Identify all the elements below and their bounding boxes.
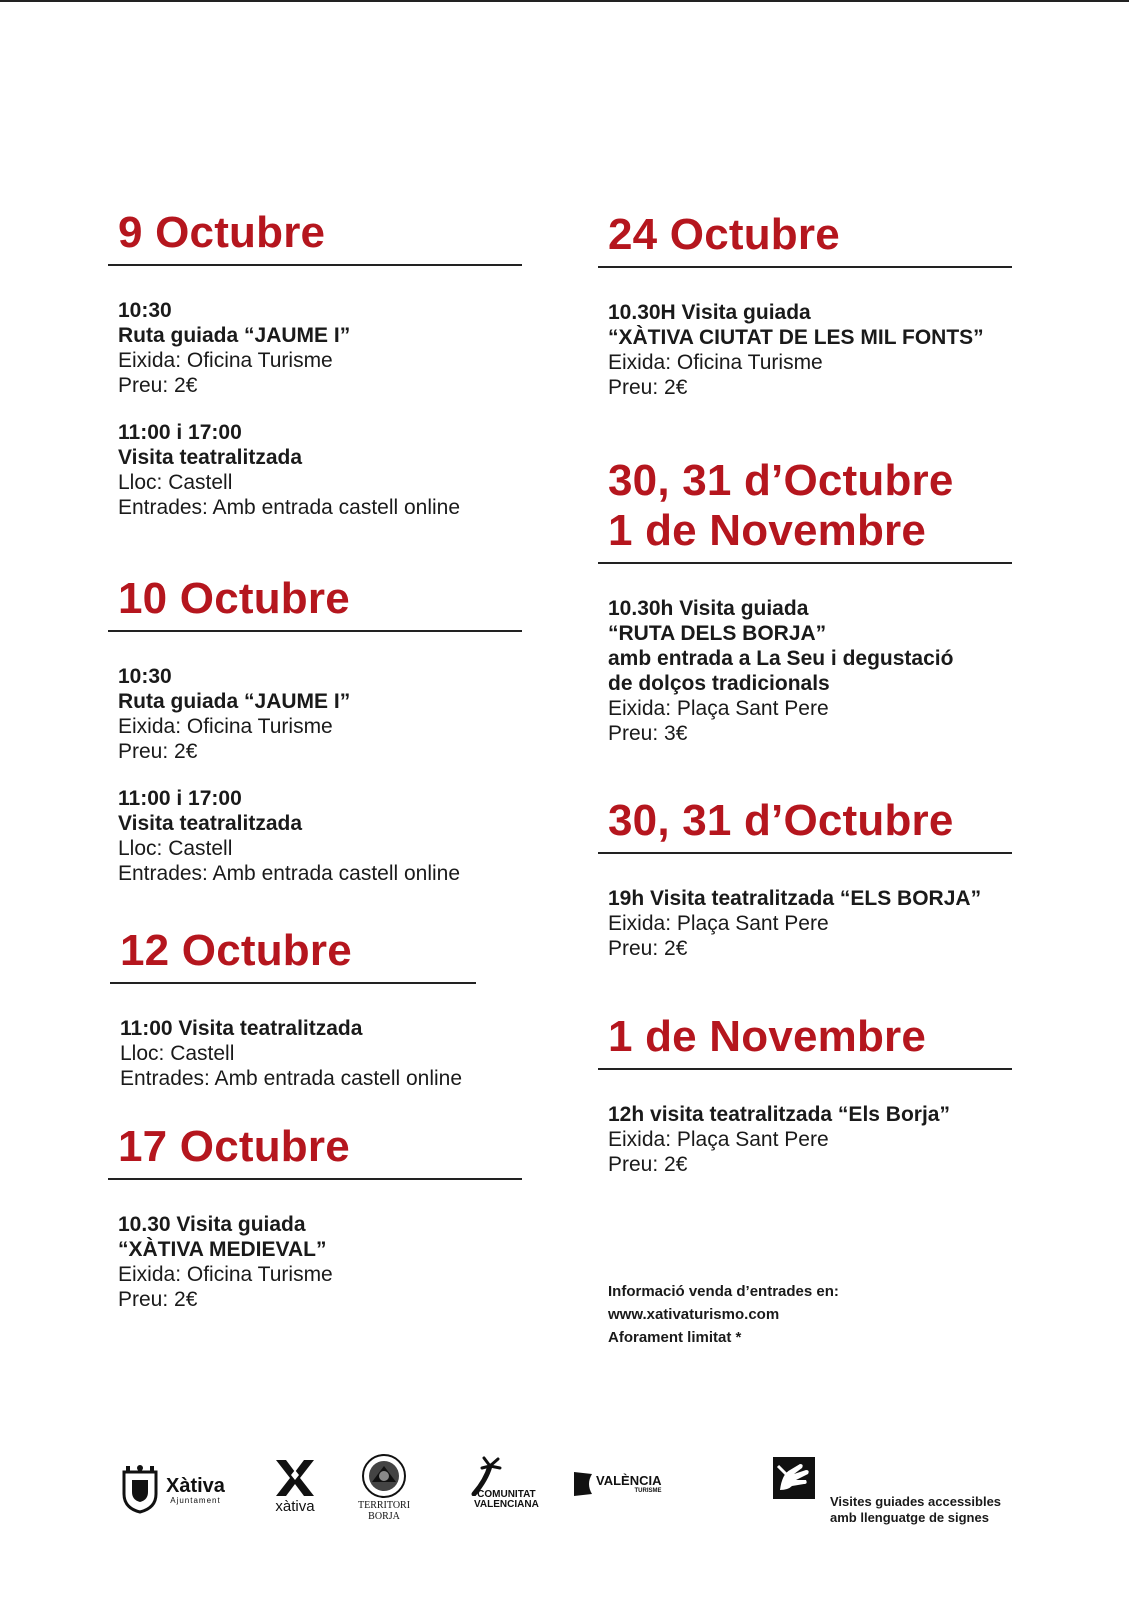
event-time: 11:00 i 17:00 [118,787,242,810]
date-heading: 30, 31 d’Octubre [608,456,954,505]
event-location: Eixida: Plaça Sant Pere [608,912,829,935]
divider [110,982,476,984]
event-location: Eixida: Oficina Turisme [118,349,333,372]
event-subtitle: “XÀTIVA MEDIEVAL” [118,1238,327,1261]
event-location: Lloc: Castell [118,837,233,860]
event-tickets: Entrades: Amb entrada castell online [118,496,461,519]
coat-of-arms-icon [118,1464,162,1516]
event-title: 10.30 Visita guiada [118,1213,306,1236]
event-price: Preu: 2€ [118,1288,198,1311]
logo-valencia-turisme [572,1470,661,1498]
date-heading: 12 Octubre [120,926,352,975]
event-title: Visita teatralitzada [118,812,303,835]
logo-xativa-ajuntament [118,1464,225,1516]
event-price: Preu: 2€ [608,937,688,960]
event-location: Eixida: Oficina Turisme [608,351,823,374]
section-30-31-octubre-1-novembre [598,456,1028,746]
divider [108,630,522,632]
logo-comunitat-valenciana [456,1456,539,1510]
event-price: Preu: 2€ [608,376,688,399]
seal-icon [360,1452,408,1500]
event-tickets: Entrades: Amb entrada castell online [118,862,461,885]
event-tickets: Entrades: Amb entrada castell online [120,1067,463,1090]
divider [598,562,1012,564]
event-title: 10.30h Visita guiada [608,597,809,620]
sponsor-logos [0,1460,1129,1540]
accessible-tours-text [830,1494,1001,1526]
event-item [118,664,528,764]
event-title: 10.30H Visita guiada [608,301,811,324]
event-item [118,298,528,398]
logo-territori-l1: TERRITORI [358,1500,411,1511]
section-9-octubre [108,208,528,520]
accessible-line: amb llenguatge de signes [830,1510,989,1525]
website-link[interactable]: www.xativaturismo.com [608,1306,780,1323]
event-item [118,1212,528,1312]
event-item [608,300,1028,400]
event-title: Visita teatralitzada [118,446,303,469]
sign-language-icon [772,1456,816,1500]
event-time: 10:30 [118,665,172,688]
event-title: Ruta guiada “JAUME I” [118,690,351,713]
event-detail: de dolços tradicionals [608,672,830,695]
section-30-31-octubre [598,796,1028,961]
event-time: 10:30 [118,299,172,322]
event-item [118,786,528,886]
event-title: Ruta guiada “JAUME I” [118,324,351,347]
date-heading: 30, 31 d’Octubre [608,796,954,845]
event-subtitle: “XÀTIVA CIUTAT DE LES MIL FONTS” [608,326,984,349]
logo-territori-l2: BORJA [368,1511,400,1522]
section-1-novembre [598,1012,1028,1177]
accessible-line: Visites guiades accessibles [830,1494,1002,1509]
info-line: Informació venda d’entrades en: [608,1283,839,1300]
event-detail: amb entrada a La Seu i degustació [608,647,954,670]
logo-valencia-l1: VALÈNCIA [596,1472,662,1488]
event-item [608,1102,1028,1177]
date-heading-second: 1 de Novembre [608,506,927,555]
divider [598,266,1012,268]
event-subtitle: “RUTA DELS BORJA” [608,622,827,645]
divider [108,1178,522,1180]
date-heading: 10 Octubre [118,574,350,623]
divider [598,1068,1012,1070]
logo-xativa-name: Xàtiva [166,1474,225,1497]
date-heading: 9 Octubre [118,208,326,257]
event-item [120,1016,528,1091]
x-mark-icon [272,1458,318,1498]
logo-xativa-sub: Ajuntament [170,1495,221,1505]
top-border [0,0,1129,2]
event-time: 11:00 i 17:00 [118,421,242,444]
section-12-octubre [108,926,528,1091]
event-title: 19h Visita teatralitzada “ELS BORJA” [608,887,982,910]
ticket-info [608,1280,839,1349]
section-24-octubre [598,210,1028,400]
event-title: 12h visita teatralitzada “Els Borja” [608,1103,950,1126]
event-price: Preu: 2€ [118,740,198,763]
event-location: Eixida: Oficina Turisme [118,1263,333,1286]
date-heading: 17 Octubre [118,1122,350,1171]
event-price: Preu: 2€ [608,1153,688,1176]
logo-xativa-brand [272,1458,318,1513]
valencia-shape-icon [572,1470,594,1498]
event-location: Eixida: Oficina Turisme [118,715,333,738]
event-item [608,596,1028,746]
date-heading: 24 Octubre [608,210,840,259]
sign-language-logo [772,1456,816,1500]
event-item [608,886,1028,961]
section-17-octubre [108,1122,528,1312]
logo-xativa-brand-text: xàtiva [275,1498,315,1515]
date-heading: 1 de Novembre [608,1012,927,1061]
event-item [118,420,528,520]
event-price: Preu: 3€ [608,722,688,745]
event-title: 11:00 Visita teatralitzada [120,1017,363,1040]
logo-comunitat-l2: VALENCIANA [474,1499,539,1510]
event-location: Lloc: Castell [120,1042,235,1065]
event-location: Eixida: Plaça Sant Pere [608,1128,829,1151]
logo-comunitat-l1: COMUNITAT [477,1489,536,1500]
section-10-octubre [108,574,528,886]
divider [108,264,522,266]
event-price: Preu: 2€ [118,374,198,397]
logo-territori-borja [358,1452,410,1522]
logo-valencia-l2: TURISME [634,1487,662,1494]
divider [598,852,1012,854]
event-location: Eixida: Plaça Sant Pere [608,697,829,720]
event-location: Lloc: Castell [118,471,233,494]
info-line: Aforament limitat * [608,1329,742,1346]
